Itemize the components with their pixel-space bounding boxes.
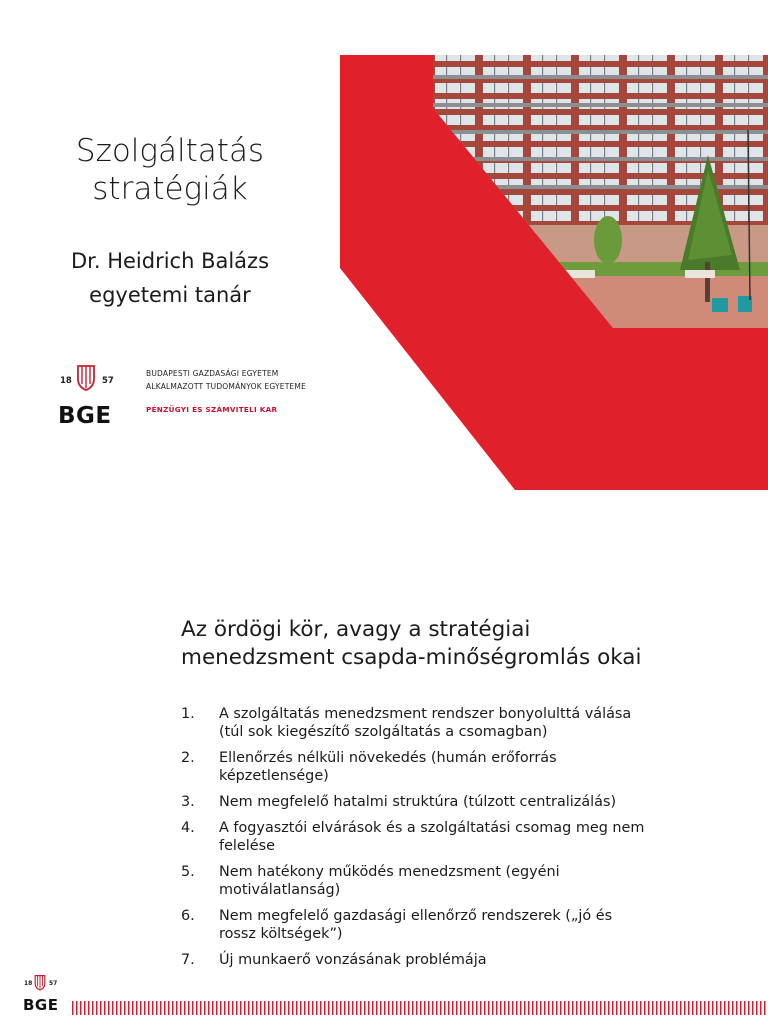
list-item [181, 819, 651, 855]
list-item [181, 793, 651, 811]
title-line-2: stratégiák [92, 171, 248, 207]
university-name-line-2: ALKALMAZOTT TUDOMÁNYOK EGYETEME [146, 382, 307, 391]
faculty-name: PÉNZÜGYI ÉS SZÁMVITELI KAR [146, 405, 278, 414]
footer-logo-acronym: BGE [23, 996, 59, 1014]
list-item [181, 749, 651, 785]
logo-year-left: 18 [60, 376, 72, 386]
item-number: 4. [181, 820, 195, 836]
title-line-1: Szolgáltatás [75, 133, 265, 169]
bge-emblem-icon [76, 364, 96, 391]
item-text: A fogyasztói elvárások és a szolgáltatási csomag meg nem felelése [219, 820, 645, 854]
author-block [40, 244, 300, 312]
author-role: egyetemi tanár [89, 283, 251, 307]
item-number: 3. [181, 794, 195, 810]
content-slide [0, 588, 768, 1024]
item-text: Ellenőrzés nélküli növekedés (humán erőforrás képzetlensége) [219, 750, 557, 784]
author-name: Dr. Heidrich Balázs [70, 249, 270, 273]
item-number: 6. [181, 908, 195, 924]
list-item [181, 907, 651, 943]
item-number: 7. [181, 952, 195, 968]
footer-bge-emblem-icon [34, 974, 46, 991]
slide-title-line-2: menedzsment csapda-minőségromlás okai [181, 645, 642, 670]
university-name-line-1: BUDAPESTI GAZDASÁGI EGYETEM [146, 369, 279, 378]
item-text: Nem hatékony működés menedzsment (egyéni motiválatlanság) [219, 864, 560, 898]
logo-acronym: BGE [58, 403, 112, 429]
slide-separator [0, 490, 768, 588]
item-text: A szolgáltatás menedzsment rendszer bonyolulttá válása (túl sok kiegészítő szolgáltatás a csomagban) [219, 706, 632, 740]
item-number: 1. [181, 706, 195, 722]
footer-logo-year-left: 18 [24, 980, 33, 987]
list-item [181, 863, 651, 899]
slide-title-line-1: Az ördögi kör, avagy a stratégiai [181, 617, 531, 642]
presentation-title [40, 132, 300, 208]
slide-title [181, 616, 741, 672]
item-text: Nem megfelelő gazdasági ellenőrző rendszerek („jó és rossz költségek”) [219, 908, 613, 942]
list-item [181, 951, 651, 969]
footer-logo-year-right: 57 [49, 980, 58, 987]
item-number: 5. [181, 864, 195, 880]
footer-decorative-stripes [72, 1001, 768, 1015]
reasons-list [181, 705, 651, 977]
list-item [181, 705, 651, 741]
title-slide [0, 0, 768, 490]
logo-year-right: 57 [102, 376, 114, 386]
item-number: 2. [181, 750, 195, 766]
item-text: Nem megfelelő hatalmi struktúra (túlzott centralizálás) [219, 794, 617, 810]
item-text: Új munkaerő vonzásának problémája [219, 952, 487, 968]
